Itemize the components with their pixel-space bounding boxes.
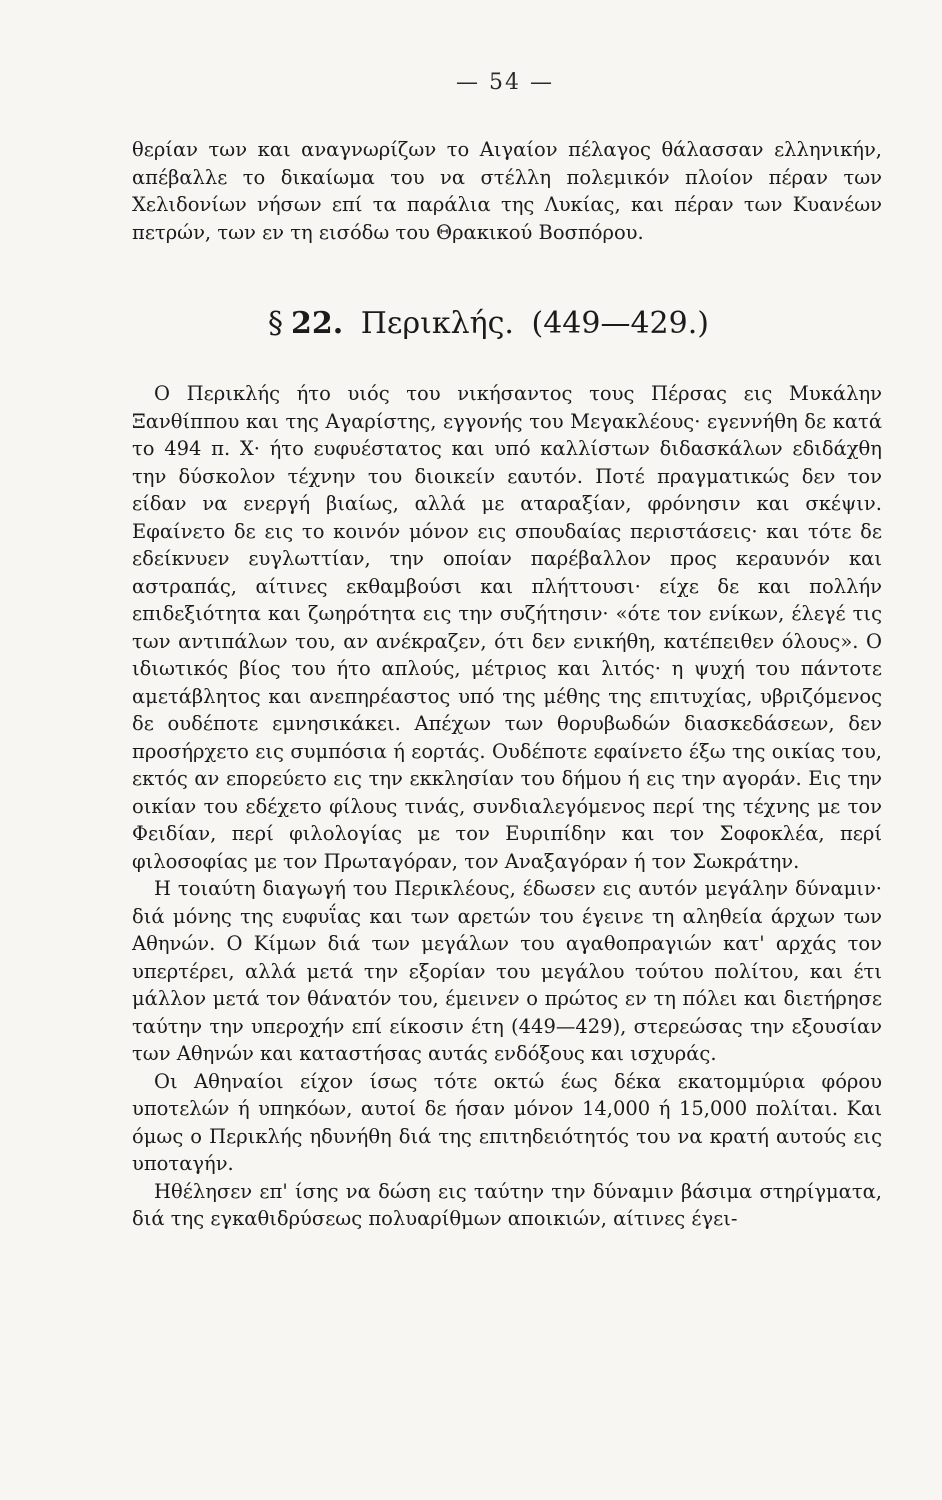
body-text [132,380,882,1233]
intro-paragraph: θερίαν των και αναγνωρίζων το Αιγαίον πέλαγος θάλασσαν ελληνικήν, απέβαλλε το δικαίωμα του να στέλλη πολεμικόν πλοίον πέραν των Χελιδονίων νήσων επί τα παράλια της Λυκίας, και πέραν των Κυανέων πετρών, των εν τη εισόδω του Θρακικού Βοσπόρου. [132,138,882,244]
paragraph-3: Οι Αθηναίοι είχον ίσως τότε οκτώ έως δέκα εκατομμύρια φόρου υποτελών ή υπηκόων, αυτοί δε ήσαν μόνον 14,000 ή 15,000 πολίται. Και όμως ο Περικλής ηδυνήθη διά της επιτηδειότητός του να κρατή αυτούς εις υποταγήν. [132,1069,882,1175]
page-number: — 54 — [456,70,554,95]
section-heading [268,306,768,341]
section-title: Περικλής. [360,306,514,341]
section-dates: (449—429.) [531,306,709,341]
paragraph-4: Ηθέλησεν επ' ίσης να δώση εις ταύτην την δύναμιν βάσιμα στηρίγματα, διά της εγκαθιδρύσεως πολυαρίθμων αποικιών, αίτινες έγει- [132,1179,882,1230]
paragraph-1: Ο Περικλής ήτο υιός του νικήσαντος τους Πέρσας εις Μυκάλην Ξανθίππου και της Αγαρίστης, εγγονής του Μεγακλέους· εγεννήθη δε κατά το 494 π. Χ· ήτο ευφυέστατος και υπό καλλίστων διδασκάλων εδιδάχθη την δύσκολον τέχνην του διοικείν εαυτόν. Ποτέ πραγματικώς δεν τον είδαν να ενεργή βιαίως, αλλά με αταραξίαν, φρόνησιν και σκέψιν. Εφαίνετο δε εις το κοινόν μόνον εις σπουδαίας περιστάσεις· και τότε δε εδείκνυεν ευγλωττίαν, την οποίαν παρέβαλλον προς κεραυνόν και αστραπάς, αίτινες εκθαμβούσι και πλήττουσι· είχε δε και πολλήν επιδεξιότητα και ζωηρότητα εις την συζήτησιν· «ότε τον ενίκων, έλεγέ τις των αντιπάλων του, αν ανέκραζεν, ότι δεν ενικήθη, κατέπειθεν όλους». Ο ιδιωτικός βίος του ήτο απλούς, μέτριος και λιτός· η ψυχή του πάντοτε αμετάβλητος και ανεπηρέαστος υπό της μέθης της επιτυχίας, υβριζόμενος δε ουδέποτε εμνησικάκει. Απέχων των θορυβωδών διασκεδάσεων, δεν προσήρχετο εις συμπόσια ή εορτάς. Ουδέποτε εφαίνετο έξω της οικίας του, εκτός αν επορεύετο εις την εκκλησίαν του δήμου ή εις την αγοράν. Εις την οικίαν του εδέχετο φίλους τινάς, συνδιαλεγόμενος περί της τέχνης με τον Φειδίαν, περί φιλολογίας με τον Ευριπίδην και τον Σοφοκλέα, περί φιλοσοφίας με τον Πρωταγόραν, τον Αναξαγόραν ή τον Σωκράτην. [132,382,882,873]
paragraph-2: Η τοιαύτη διαγωγή του Περικλέους, έδωσεν εις αυτόν μεγάλην δύναμιν· διά μόνης της ευφυΐας και των αρετών του έγεινε τη αληθεία άρχων των Αθηνών. Ο Κίμων διά των μεγάλων του αγαθοπραγιών κατ' αρχάς τον υπερτέρει, αλλά μετά την εξορίαν του μεγάλου τούτου πολίτου, και έτι μάλλον μετά τον θάνατόν του, έμεινεν ο πρώτος εν τη πόλει και διετήρησε ταύτην την υπεροχήν επί είκοσιν έτη (449—429), στερεώσας την εξουσίαν των Αθηνών και καταστήσας αυτάς ενδόξους και ισχυράς. [132,877,882,1065]
section-sign: § [268,306,283,341]
section-number: 22. [291,306,344,341]
